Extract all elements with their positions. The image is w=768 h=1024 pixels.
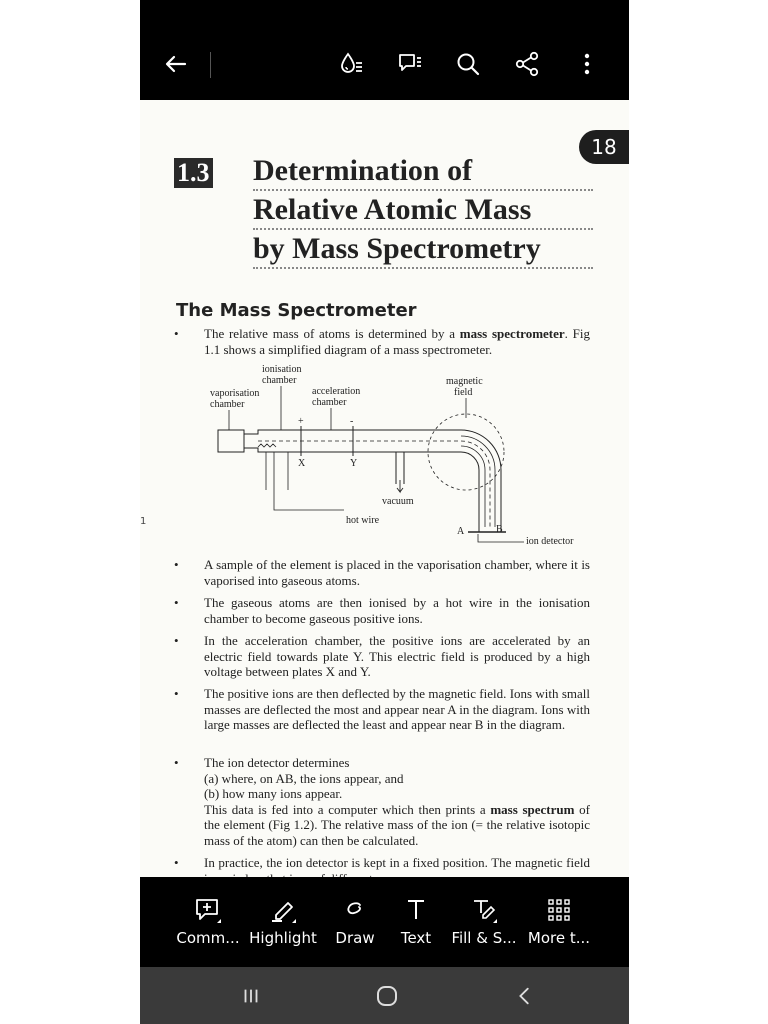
tool-label: Comm... [176, 929, 240, 947]
detector-paragraph [174, 755, 590, 848]
bullet-text: In practice, the ion detector is kept in a fixed position. The magnetic field [204, 855, 590, 870]
detector-bold-term: mass spectrum [490, 801, 575, 817]
label-vacuum: vacuum [382, 496, 414, 507]
bullet-text: The positive ions are then deflected by the magnetic field. Ions with small masses are deflected the most and appear near A in the diagram. Ions with large masses are deflected the least and appear near B in the diagram. [204, 686, 590, 732]
more-tools-button[interactable] [519, 889, 599, 961]
title-line: Relative Atomic Mass [253, 191, 593, 230]
more-vertical-icon[interactable] [569, 46, 605, 82]
section-number: 1.3 [174, 158, 213, 188]
label-acceleration: acceleration [312, 386, 361, 397]
margin-mark: 1 [140, 516, 147, 527]
detector-text [204, 755, 590, 848]
fill-sign-icon [469, 895, 499, 925]
bottom-toolbar [140, 877, 629, 967]
bullet-text: The gaseous atoms are then ionised by a hot wire in the ionisation chamber to become gaseous positive ions. [204, 595, 590, 626]
system-nav-bar [140, 967, 629, 1024]
subheading: The Mass Spectrometer [176, 300, 417, 321]
document-page[interactable] [140, 100, 629, 877]
intro-text-part: . Fig 1.1 shows a simplified diagram of a mass spectrometer. [204, 326, 591, 357]
bullet-mark: • [174, 686, 179, 701]
label-x: X [298, 458, 306, 469]
label-vaporisation-chamber: chamber [210, 399, 245, 410]
tool-label: Draw [335, 929, 375, 947]
detector-line: This data is fed into a computer which then prints a [204, 801, 491, 817]
tool-label: Highlight [249, 929, 317, 947]
bullet-paragraph [174, 595, 590, 626]
detector-line: The ion detector determines [204, 755, 350, 770]
back-arrow-icon[interactable] [158, 46, 194, 82]
bullet-mark: • [174, 595, 179, 610]
fill-sign-tool-button[interactable] [444, 889, 524, 961]
bullet-mark: • [174, 755, 179, 770]
bullet-paragraph [174, 633, 590, 680]
intro-paragraph [174, 326, 591, 357]
bullet-paragraph [174, 557, 590, 588]
bullet-mark: • [174, 855, 179, 870]
tool-label: More t... [527, 929, 591, 947]
comment-add-icon [193, 895, 223, 925]
label-minus: - [350, 416, 354, 427]
page-number-badge: 18 [579, 130, 629, 164]
label-ion-detector: ion detector [526, 536, 574, 547]
intro-text-part: The relative mass of atoms is determined by a [204, 326, 460, 341]
grid-icon [544, 895, 574, 925]
label-vaporisation: vaporisation [210, 388, 260, 399]
top-toolbar [140, 30, 629, 100]
share-icon[interactable] [509, 46, 545, 82]
recent-apps-icon[interactable] [231, 979, 271, 1013]
title-line: Determination of [253, 152, 593, 191]
label-plus: + [298, 416, 304, 427]
phone-screen [140, 0, 629, 1024]
reading-mode-icon[interactable] [334, 46, 370, 82]
tool-label: Text [400, 929, 432, 947]
label-field: field [454, 387, 473, 398]
label-acceleration-chamber: chamber [312, 397, 347, 408]
intro-bold-term: mass spectrometer [459, 326, 565, 341]
label-hot-wire: hot wire [346, 515, 380, 526]
detector-line: (a) where, on AB, the ions appear, and [204, 770, 404, 786]
label-y: Y [350, 458, 358, 469]
bullet-paragraph [174, 686, 590, 733]
label-ionisation: ionisation [262, 364, 302, 375]
comment-tool-button[interactable] [168, 889, 248, 961]
highlighter-icon [268, 895, 298, 925]
search-icon[interactable] [450, 46, 486, 82]
tool-label: Fill & S... [451, 929, 517, 947]
highlight-tool-button[interactable] [243, 889, 323, 961]
label-magnetic: magnetic [446, 376, 483, 387]
draw-icon [340, 895, 370, 925]
bullet-mark: • [174, 557, 179, 572]
bullet-mark: • [174, 633, 179, 648]
label-b: B [496, 524, 503, 535]
label-ionisation-chamber: chamber [262, 375, 297, 386]
bullet-text: In the acceleration chamber, the positive ions are accelerated by an electric field towards plate Y. This electric field is produced by a high voltage between plates X and Y. [204, 633, 590, 679]
toolbar-divider [210, 52, 211, 78]
home-icon[interactable] [367, 979, 407, 1013]
title-line: by Mass Spectrometry [253, 230, 593, 269]
label-a: A [457, 526, 465, 537]
comment-list-icon[interactable] [392, 46, 428, 82]
section-title [253, 152, 593, 269]
detector-line: of the element (Fig 1.2). The relative mass of the ion (= the relative isotopic mass of the atom) can then be calculated. [204, 801, 590, 848]
mass-spectrometer-diagram [206, 362, 596, 547]
bullet-mark: • [174, 326, 179, 341]
intro-text [204, 326, 590, 357]
detector-line: (b) how many ions appear. [204, 786, 343, 801]
back-icon[interactable] [505, 979, 545, 1013]
bullet-text: A sample of the element is placed in the vaporisation chamber, where it is vaporised into gaseous atoms. [204, 557, 590, 588]
text-icon [401, 895, 431, 925]
